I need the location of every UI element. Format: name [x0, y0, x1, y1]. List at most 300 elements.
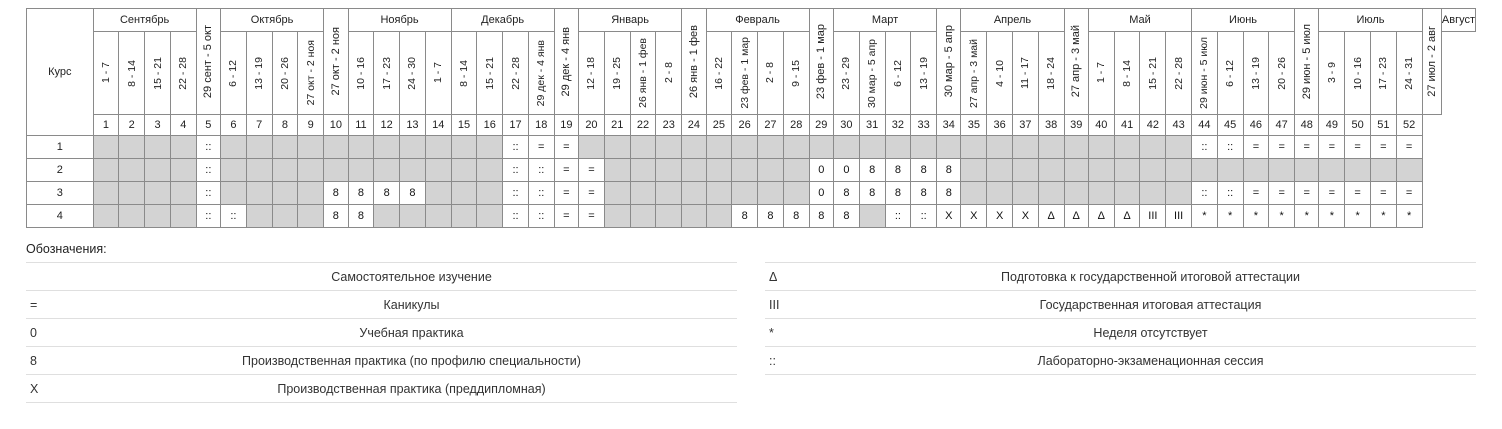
week-activity-cell[interactable] [1217, 159, 1243, 182]
month-cell: Декабрь [451, 9, 554, 32]
week-activity-cell[interactable] [1243, 159, 1269, 182]
week-range-label: 19 - 25 [611, 56, 624, 90]
week-range-label: 29 июн - 5 июл [1198, 37, 1211, 109]
academic-calendar-table [26, 8, 1476, 228]
week-number-cell: 5 [196, 115, 220, 136]
week-activity-cell[interactable] [93, 159, 119, 182]
month-cell-narrow [682, 9, 706, 115]
week-number-cell: 6 [221, 115, 247, 136]
week-activity-cell[interactable] [1088, 159, 1114, 182]
week-activity-cell[interactable] [374, 136, 400, 159]
week-activity-cell[interactable] [758, 136, 784, 159]
week-activity-cell[interactable] [400, 136, 426, 159]
week-activity-cell[interactable] [1166, 182, 1192, 205]
week-activity-cell[interactable] [911, 136, 937, 159]
week-activity-cell[interactable] [145, 136, 171, 159]
week-range-label: 27 окт - 2 ноя [304, 40, 317, 106]
week-activity-cell[interactable]: III [1166, 205, 1192, 228]
week-activity-cell[interactable]: * [1269, 205, 1295, 228]
week-range-cell [630, 32, 656, 115]
week-activity-cell[interactable] [1088, 136, 1114, 159]
week-number-cell: 1 [93, 115, 119, 136]
week-activity-cell[interactable]: :: [528, 182, 554, 205]
month-cell: Апрель [961, 9, 1064, 32]
month-cell: Май [1088, 9, 1191, 32]
week-activity-cell[interactable]: * [1243, 205, 1269, 228]
week-activity-cell[interactable] [630, 182, 656, 205]
week-activity-cell[interactable] [809, 136, 833, 159]
week-activity-cell[interactable]: :: [503, 205, 529, 228]
week-activity-cell[interactable] [961, 159, 987, 182]
week-activity-cell[interactable] [1038, 136, 1064, 159]
week-activity-cell[interactable] [298, 159, 324, 182]
week-activity-cell[interactable] [119, 136, 145, 159]
week-activity-cell[interactable]: 8 [324, 182, 348, 205]
week-activity-cell[interactable] [937, 136, 961, 159]
week-activity-cell[interactable]: = [579, 182, 605, 205]
course-label-cell: 1 [27, 136, 94, 159]
week-activity-cell[interactable]: = [579, 205, 605, 228]
month-label: 29 сент - 5 окт [202, 24, 215, 99]
list-item [26, 263, 737, 291]
week-activity-cell[interactable] [272, 136, 298, 159]
week-activity-cell[interactable]: 0 [809, 182, 833, 205]
week-activity-cell[interactable] [1064, 182, 1088, 205]
week-activity-cell[interactable]: X [961, 205, 987, 228]
week-activity-cell[interactable] [400, 205, 426, 228]
month-cell-narrow [1295, 9, 1319, 115]
week-activity-cell[interactable]: = [1243, 136, 1269, 159]
week-activity-cell[interactable] [706, 136, 732, 159]
week-activity-cell[interactable]: * [1217, 205, 1243, 228]
week-activity-cell[interactable] [1371, 159, 1397, 182]
week-activity-cell[interactable] [400, 159, 426, 182]
week-range-cell [425, 32, 451, 115]
week-range-cell [656, 32, 682, 115]
week-activity-cell[interactable]: :: [1192, 182, 1218, 205]
month-cell: Март [834, 9, 937, 32]
week-activity-cell[interactable] [732, 136, 758, 159]
week-activity-cell[interactable] [1114, 159, 1140, 182]
legend-table-left [26, 262, 737, 403]
week-activity-cell[interactable]: 8 [937, 159, 961, 182]
week-activity-cell[interactable] [885, 136, 911, 159]
week-number-cell: 49 [1319, 115, 1345, 136]
week-activity-cell[interactable] [859, 136, 885, 159]
week-activity-cell[interactable] [987, 136, 1013, 159]
month-header-row [27, 9, 1476, 32]
week-activity-cell[interactable] [987, 159, 1013, 182]
week-activity-cell[interactable]: 8 [758, 205, 784, 228]
week-activity-cell[interactable] [221, 182, 247, 205]
week-range-cell [987, 32, 1013, 115]
week-number-cell: 36 [987, 115, 1013, 136]
week-activity-cell[interactable] [298, 205, 324, 228]
week-activity-cell[interactable]: = [1319, 136, 1345, 159]
week-activity-cell[interactable] [246, 159, 272, 182]
week-activity-cell[interactable] [451, 159, 477, 182]
week-activity-cell[interactable] [1166, 136, 1192, 159]
week-activity-cell[interactable] [1038, 159, 1064, 182]
week-activity-cell[interactable] [1166, 159, 1192, 182]
week-range-label: 26 янв - 1 фев [636, 38, 649, 108]
week-activity-cell[interactable] [221, 159, 247, 182]
week-activity-cell[interactable]: 8 [834, 205, 860, 228]
week-range-label: 1 - 7 [99, 62, 112, 84]
week-activity-cell[interactable]: X [937, 205, 961, 228]
week-activity-cell[interactable]: :: [196, 136, 220, 159]
week-activity-cell[interactable]: :: [196, 205, 220, 228]
week-activity-cell[interactable] [145, 205, 171, 228]
week-activity-cell[interactable]: :: [528, 205, 554, 228]
week-activity-cell[interactable] [859, 205, 885, 228]
week-activity-cell[interactable]: = [1345, 182, 1371, 205]
week-activity-cell[interactable]: = [554, 136, 578, 159]
week-number-cell: 8 [272, 115, 298, 136]
week-activity-cell[interactable] [1140, 159, 1166, 182]
week-activity-cell[interactable] [1064, 159, 1088, 182]
week-range-cell [1269, 32, 1295, 115]
week-activity-cell[interactable] [834, 136, 860, 159]
week-activity-cell[interactable] [732, 182, 758, 205]
week-activity-cell[interactable]: = [1269, 182, 1295, 205]
week-range-cell [1345, 32, 1371, 115]
week-range-cell [1319, 32, 1345, 115]
week-range-cell [961, 32, 987, 115]
week-activity-cell[interactable]: 0 [834, 159, 860, 182]
legend-column-right [765, 262, 1476, 403]
week-activity-cell[interactable] [630, 136, 656, 159]
week-activity-cell[interactable] [604, 205, 630, 228]
week-activity-cell[interactable] [451, 136, 477, 159]
week-activity-cell[interactable]: :: [1192, 136, 1218, 159]
week-activity-cell[interactable] [961, 136, 987, 159]
week-activity-cell[interactable] [758, 159, 784, 182]
week-activity-cell[interactable]: = [1243, 182, 1269, 205]
week-activity-cell[interactable] [93, 205, 119, 228]
week-activity-cell[interactable] [324, 136, 348, 159]
week-range-cell [859, 32, 885, 115]
week-activity-cell[interactable] [119, 159, 145, 182]
week-activity-cell[interactable]: 8 [348, 205, 374, 228]
week-activity-cell[interactable] [451, 182, 477, 205]
week-activity-cell[interactable] [374, 159, 400, 182]
week-number-cell: 21 [604, 115, 630, 136]
week-range-cell [1243, 32, 1269, 115]
week-range-cell [348, 32, 374, 115]
legend-description: Самостоятельное изучение [86, 263, 737, 291]
week-activity-cell[interactable] [987, 182, 1013, 205]
week-activity-cell[interactable] [706, 182, 732, 205]
week-activity-cell[interactable]: :: [221, 205, 247, 228]
month-cell-narrow [554, 9, 578, 115]
week-activity-cell[interactable] [630, 205, 656, 228]
week-activity-cell[interactable]: Δ [1114, 205, 1140, 228]
week-range-cell [93, 32, 119, 115]
week-range-label: 22 - 28 [509, 56, 522, 90]
week-range-cell [885, 32, 911, 115]
week-range-cell [604, 32, 630, 115]
week-activity-cell[interactable] [145, 159, 171, 182]
week-activity-cell[interactable] [656, 205, 682, 228]
week-activity-cell[interactable] [1114, 136, 1140, 159]
week-number-cell: 10 [324, 115, 348, 136]
week-range-label: 24 - 31 [1403, 56, 1416, 90]
week-activity-cell[interactable] [579, 136, 605, 159]
week-activity-cell[interactable]: :: [196, 159, 220, 182]
week-number-cell: 4 [170, 115, 196, 136]
week-range-label: 13 - 19 [1249, 56, 1262, 90]
week-number-cell: 37 [1013, 115, 1039, 136]
week-range-cell [1217, 32, 1243, 115]
week-activity-cell[interactable] [451, 205, 477, 228]
week-activity-cell[interactable]: = [1371, 182, 1397, 205]
list-item [765, 291, 1476, 319]
week-range-cell [1088, 32, 1114, 115]
week-number-cell: 19 [554, 115, 578, 136]
week-range-label: 20 - 26 [278, 56, 291, 90]
week-activity-cell[interactable] [1114, 182, 1140, 205]
month-label: 30 мар - 5 апр [942, 25, 955, 98]
week-number-cell: 35 [961, 115, 987, 136]
week-activity-cell[interactable] [425, 159, 451, 182]
week-activity-cell[interactable]: = [1269, 136, 1295, 159]
week-number-cell: 41 [1114, 115, 1140, 136]
week-activity-cell[interactable] [119, 182, 145, 205]
week-activity-cell[interactable]: 8 [783, 205, 809, 228]
month-cell: Ноябрь [348, 9, 451, 32]
table-row [27, 159, 1476, 182]
week-activity-cell[interactable]: = [554, 205, 578, 228]
week-activity-cell[interactable]: * [1192, 205, 1218, 228]
week-number-cell: 16 [477, 115, 503, 136]
week-activity-cell[interactable] [682, 205, 706, 228]
week-range-label: 15 - 21 [1146, 56, 1159, 90]
week-range-label: 17 - 23 [1377, 56, 1390, 90]
week-activity-cell[interactable]: 8 [732, 205, 758, 228]
week-range-cell [732, 32, 758, 115]
legend-symbol: :: [765, 347, 825, 375]
week-range-label: 9 - 15 [790, 59, 803, 87]
week-activity-cell[interactable]: :: [503, 136, 529, 159]
week-activity-cell[interactable] [324, 159, 348, 182]
week-activity-cell[interactable]: III [1140, 205, 1166, 228]
week-activity-cell[interactable]: X [1013, 205, 1039, 228]
week-activity-cell[interactable]: 8 [400, 182, 426, 205]
week-activity-cell[interactable] [656, 159, 682, 182]
week-activity-cell[interactable] [682, 136, 706, 159]
week-activity-cell[interactable]: 8 [859, 159, 885, 182]
week-range-cell [145, 32, 171, 115]
week-number-cell: 29 [809, 115, 833, 136]
week-activity-cell[interactable]: * [1371, 205, 1397, 228]
week-activity-cell[interactable] [170, 205, 196, 228]
week-activity-cell[interactable]: :: [503, 159, 529, 182]
week-activity-cell[interactable] [477, 159, 503, 182]
week-range-label: 8 - 14 [125, 59, 138, 87]
week-activity-cell[interactable] [630, 159, 656, 182]
week-activity-cell[interactable] [783, 159, 809, 182]
list-item [26, 319, 737, 347]
week-activity-cell[interactable] [145, 182, 171, 205]
week-activity-cell[interactable] [477, 182, 503, 205]
month-cell-narrow [324, 9, 348, 115]
week-activity-cell[interactable]: * [1396, 205, 1422, 228]
week-activity-cell[interactable]: :: [528, 159, 554, 182]
week-activity-cell[interactable] [1140, 136, 1166, 159]
week-activity-cell[interactable] [1013, 159, 1039, 182]
week-activity-cell[interactable]: Δ [1088, 205, 1114, 228]
week-activity-cell[interactable]: :: [1217, 182, 1243, 205]
week-activity-cell[interactable] [477, 205, 503, 228]
week-activity-cell[interactable] [170, 136, 196, 159]
week-activity-cell[interactable] [272, 205, 298, 228]
week-activity-cell[interactable] [1013, 136, 1039, 159]
week-range-label: 11 - 17 [1019, 57, 1032, 89]
month-label: 27 окт - 2 ноя [329, 27, 342, 96]
month-cell: Февраль [706, 9, 809, 32]
week-activity-cell[interactable] [298, 182, 324, 205]
week-activity-cell[interactable] [425, 136, 451, 159]
week-activity-cell[interactable]: * [1319, 205, 1345, 228]
week-activity-cell[interactable]: = [1396, 136, 1422, 159]
week-number-cell: 30 [834, 115, 860, 136]
week-range-label: 6 - 12 [227, 59, 240, 87]
week-number-cell: 14 [425, 115, 451, 136]
week-activity-cell[interactable]: 0 [809, 159, 833, 182]
week-number-cell: 48 [1295, 115, 1319, 136]
week-activity-cell[interactable]: = [1319, 182, 1345, 205]
week-activity-cell[interactable] [758, 182, 784, 205]
week-activity-cell[interactable]: X [987, 205, 1013, 228]
week-activity-cell[interactable] [1295, 159, 1319, 182]
week-activity-cell[interactable]: * [1345, 205, 1371, 228]
week-activity-cell[interactable] [1192, 159, 1218, 182]
week-activity-cell[interactable] [706, 159, 732, 182]
week-activity-cell[interactable]: Δ [1064, 205, 1088, 228]
week-activity-cell[interactable]: = [1345, 136, 1371, 159]
month-cell: Июль [1319, 9, 1422, 32]
week-activity-cell[interactable]: 8 [324, 205, 348, 228]
week-activity-cell[interactable]: :: [503, 182, 529, 205]
week-number-cell: 40 [1088, 115, 1114, 136]
week-activity-cell[interactable] [374, 205, 400, 228]
week-activity-cell[interactable] [425, 182, 451, 205]
week-activity-cell[interactable] [656, 182, 682, 205]
week-activity-cell[interactable] [119, 205, 145, 228]
week-activity-cell[interactable]: :: [1217, 136, 1243, 159]
week-activity-cell[interactable] [1319, 159, 1345, 182]
week-activity-cell[interactable] [93, 182, 119, 205]
week-activity-cell[interactable]: Δ [1038, 205, 1064, 228]
week-activity-cell[interactable] [732, 159, 758, 182]
week-activity-cell[interactable]: * [1295, 205, 1319, 228]
week-activity-cell[interactable] [93, 136, 119, 159]
week-activity-cell[interactable] [221, 136, 247, 159]
week-activity-cell[interactable]: = [528, 136, 554, 159]
week-activity-cell[interactable]: = [554, 182, 578, 205]
week-number-cell: 9 [298, 115, 324, 136]
week-activity-cell[interactable] [298, 136, 324, 159]
week-activity-cell[interactable] [961, 182, 987, 205]
week-activity-cell[interactable]: 8 [885, 159, 911, 182]
week-activity-cell[interactable] [1064, 136, 1088, 159]
legend-description: Учебная практика [86, 319, 737, 347]
week-range-cell [246, 32, 272, 115]
week-activity-cell[interactable]: = [1295, 182, 1319, 205]
week-activity-cell[interactable]: 8 [859, 182, 885, 205]
week-activity-cell[interactable] [170, 159, 196, 182]
week-range-label: 16 - 22 [712, 56, 725, 90]
week-activity-cell[interactable] [783, 182, 809, 205]
week-activity-cell[interactable]: = [1295, 136, 1319, 159]
week-activity-cell[interactable]: :: [196, 182, 220, 205]
week-activity-cell[interactable] [1013, 182, 1039, 205]
course-label-cell: 4 [27, 205, 94, 228]
week-activity-cell[interactable]: = [579, 159, 605, 182]
week-activity-cell[interactable] [348, 159, 374, 182]
week-activity-cell[interactable] [682, 159, 706, 182]
week-activity-cell[interactable]: = [1396, 182, 1422, 205]
week-activity-cell[interactable]: = [554, 159, 578, 182]
week-activity-cell[interactable]: 8 [885, 182, 911, 205]
week-activity-cell[interactable]: 8 [937, 182, 961, 205]
week-activity-cell[interactable]: 8 [911, 159, 937, 182]
table-row [27, 182, 1476, 205]
week-activity-cell[interactable] [272, 182, 298, 205]
week-activity-cell[interactable] [706, 205, 732, 228]
week-activity-cell[interactable] [1088, 182, 1114, 205]
week-activity-cell[interactable] [246, 205, 272, 228]
legend-container [26, 262, 1476, 403]
week-number-cell: 7 [246, 115, 272, 136]
week-activity-cell[interactable] [682, 182, 706, 205]
week-activity-cell[interactable] [604, 182, 630, 205]
week-activity-cell[interactable] [477, 136, 503, 159]
week-activity-cell[interactable] [1038, 182, 1064, 205]
week-activity-cell[interactable]: 8 [834, 182, 860, 205]
week-activity-cell[interactable] [1269, 159, 1295, 182]
week-activity-cell[interactable] [170, 182, 196, 205]
week-activity-cell[interactable]: 8 [374, 182, 400, 205]
week-activity-cell[interactable] [348, 136, 374, 159]
week-activity-cell[interactable] [1396, 159, 1422, 182]
week-activity-cell[interactable]: = [1371, 136, 1397, 159]
week-activity-cell[interactable]: 8 [809, 205, 833, 228]
week-activity-cell[interactable] [1140, 182, 1166, 205]
week-activity-cell[interactable] [783, 136, 809, 159]
week-activity-cell[interactable] [425, 205, 451, 228]
week-activity-cell[interactable] [604, 136, 630, 159]
week-activity-cell[interactable]: :: [911, 205, 937, 228]
week-number-cell: 34 [937, 115, 961, 136]
week-number-cell: 28 [783, 115, 809, 136]
week-activity-cell[interactable] [272, 159, 298, 182]
week-activity-cell[interactable] [1345, 159, 1371, 182]
legend-description: Производственная практика (по профилю специальности) [86, 347, 737, 375]
week-range-label: 27 апр - 3 май [967, 38, 980, 108]
month-label: 27 июл - 2 авг [1425, 26, 1438, 97]
week-activity-cell[interactable]: 8 [911, 182, 937, 205]
week-activity-cell[interactable] [604, 159, 630, 182]
week-activity-cell[interactable]: :: [885, 205, 911, 228]
week-activity-cell[interactable] [246, 182, 272, 205]
week-number-cell: 46 [1243, 115, 1269, 136]
week-activity-cell[interactable] [246, 136, 272, 159]
week-activity-cell[interactable]: 8 [348, 182, 374, 205]
list-item [26, 347, 737, 375]
week-activity-cell[interactable] [656, 136, 682, 159]
